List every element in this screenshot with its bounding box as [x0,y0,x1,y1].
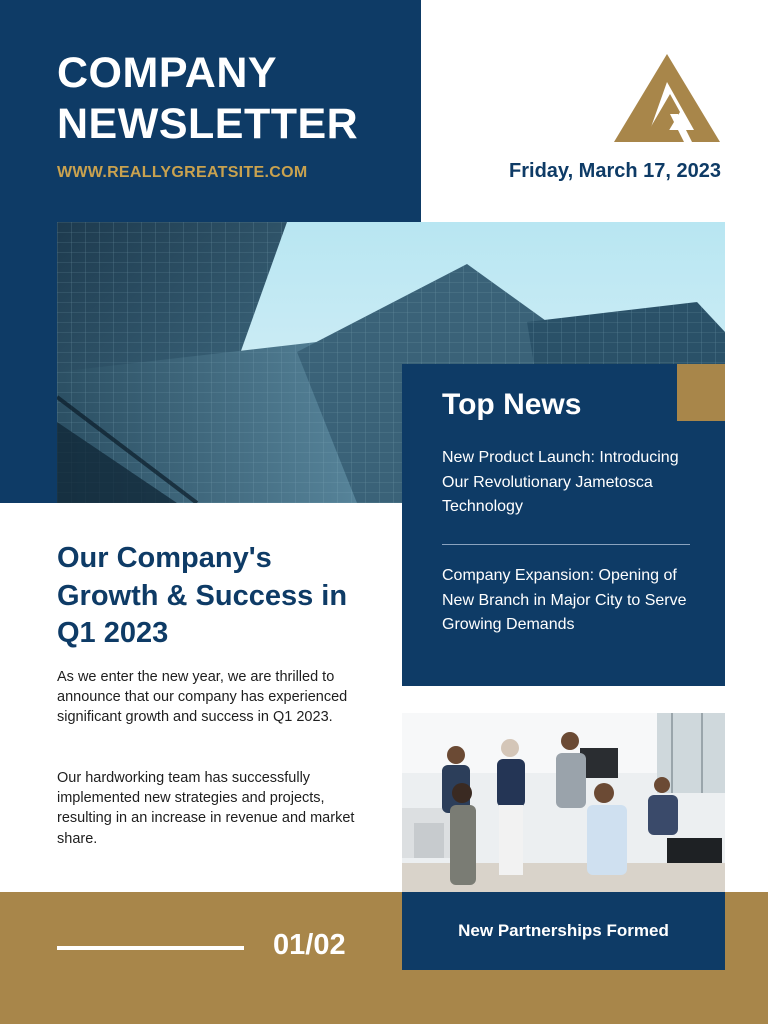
issue-date: Friday, March 17, 2023 [509,160,721,182]
footer-rule [57,946,244,950]
title-line-2: NEWSLETTER [57,100,359,148]
left-accent-band [0,222,57,503]
partnerships-label: New Partnerships Formed [458,921,669,940]
news-item[interactable]: Company Expansion: Opening of New Branch in Major City to Serve Growing Demands [442,567,687,633]
page-number: 01/02 [273,929,346,961]
top-news-heading: Top News [442,388,582,421]
partnerships-box[interactable] [402,892,725,970]
header-panel [0,0,421,222]
news-item[interactable]: New Product Launch: Introducing Our Revolutionary Jametosca Technology [442,449,679,515]
title-line-1: COMPANY [57,49,278,97]
gold-accent-square [677,364,725,421]
article-headline: Our Company's Growth & Success in Q1 2023 [57,542,348,649]
news-divider [442,544,690,545]
team-meeting-photo [402,713,725,892]
article-paragraph: Our hardworking team has successfully implemented new strategies and projects, resulting in an increase in revenue and market share. [57,770,355,847]
newsletter-title [57,48,397,150]
article-paragraph: As we enter the new year, we are thrilled to announce that our company has experienced significant growth and success in Q1 2023. [57,669,348,726]
website-link[interactable]: WWW.REALLYGREATSITE.COM [57,164,308,181]
triangle-logo-icon [612,52,722,144]
